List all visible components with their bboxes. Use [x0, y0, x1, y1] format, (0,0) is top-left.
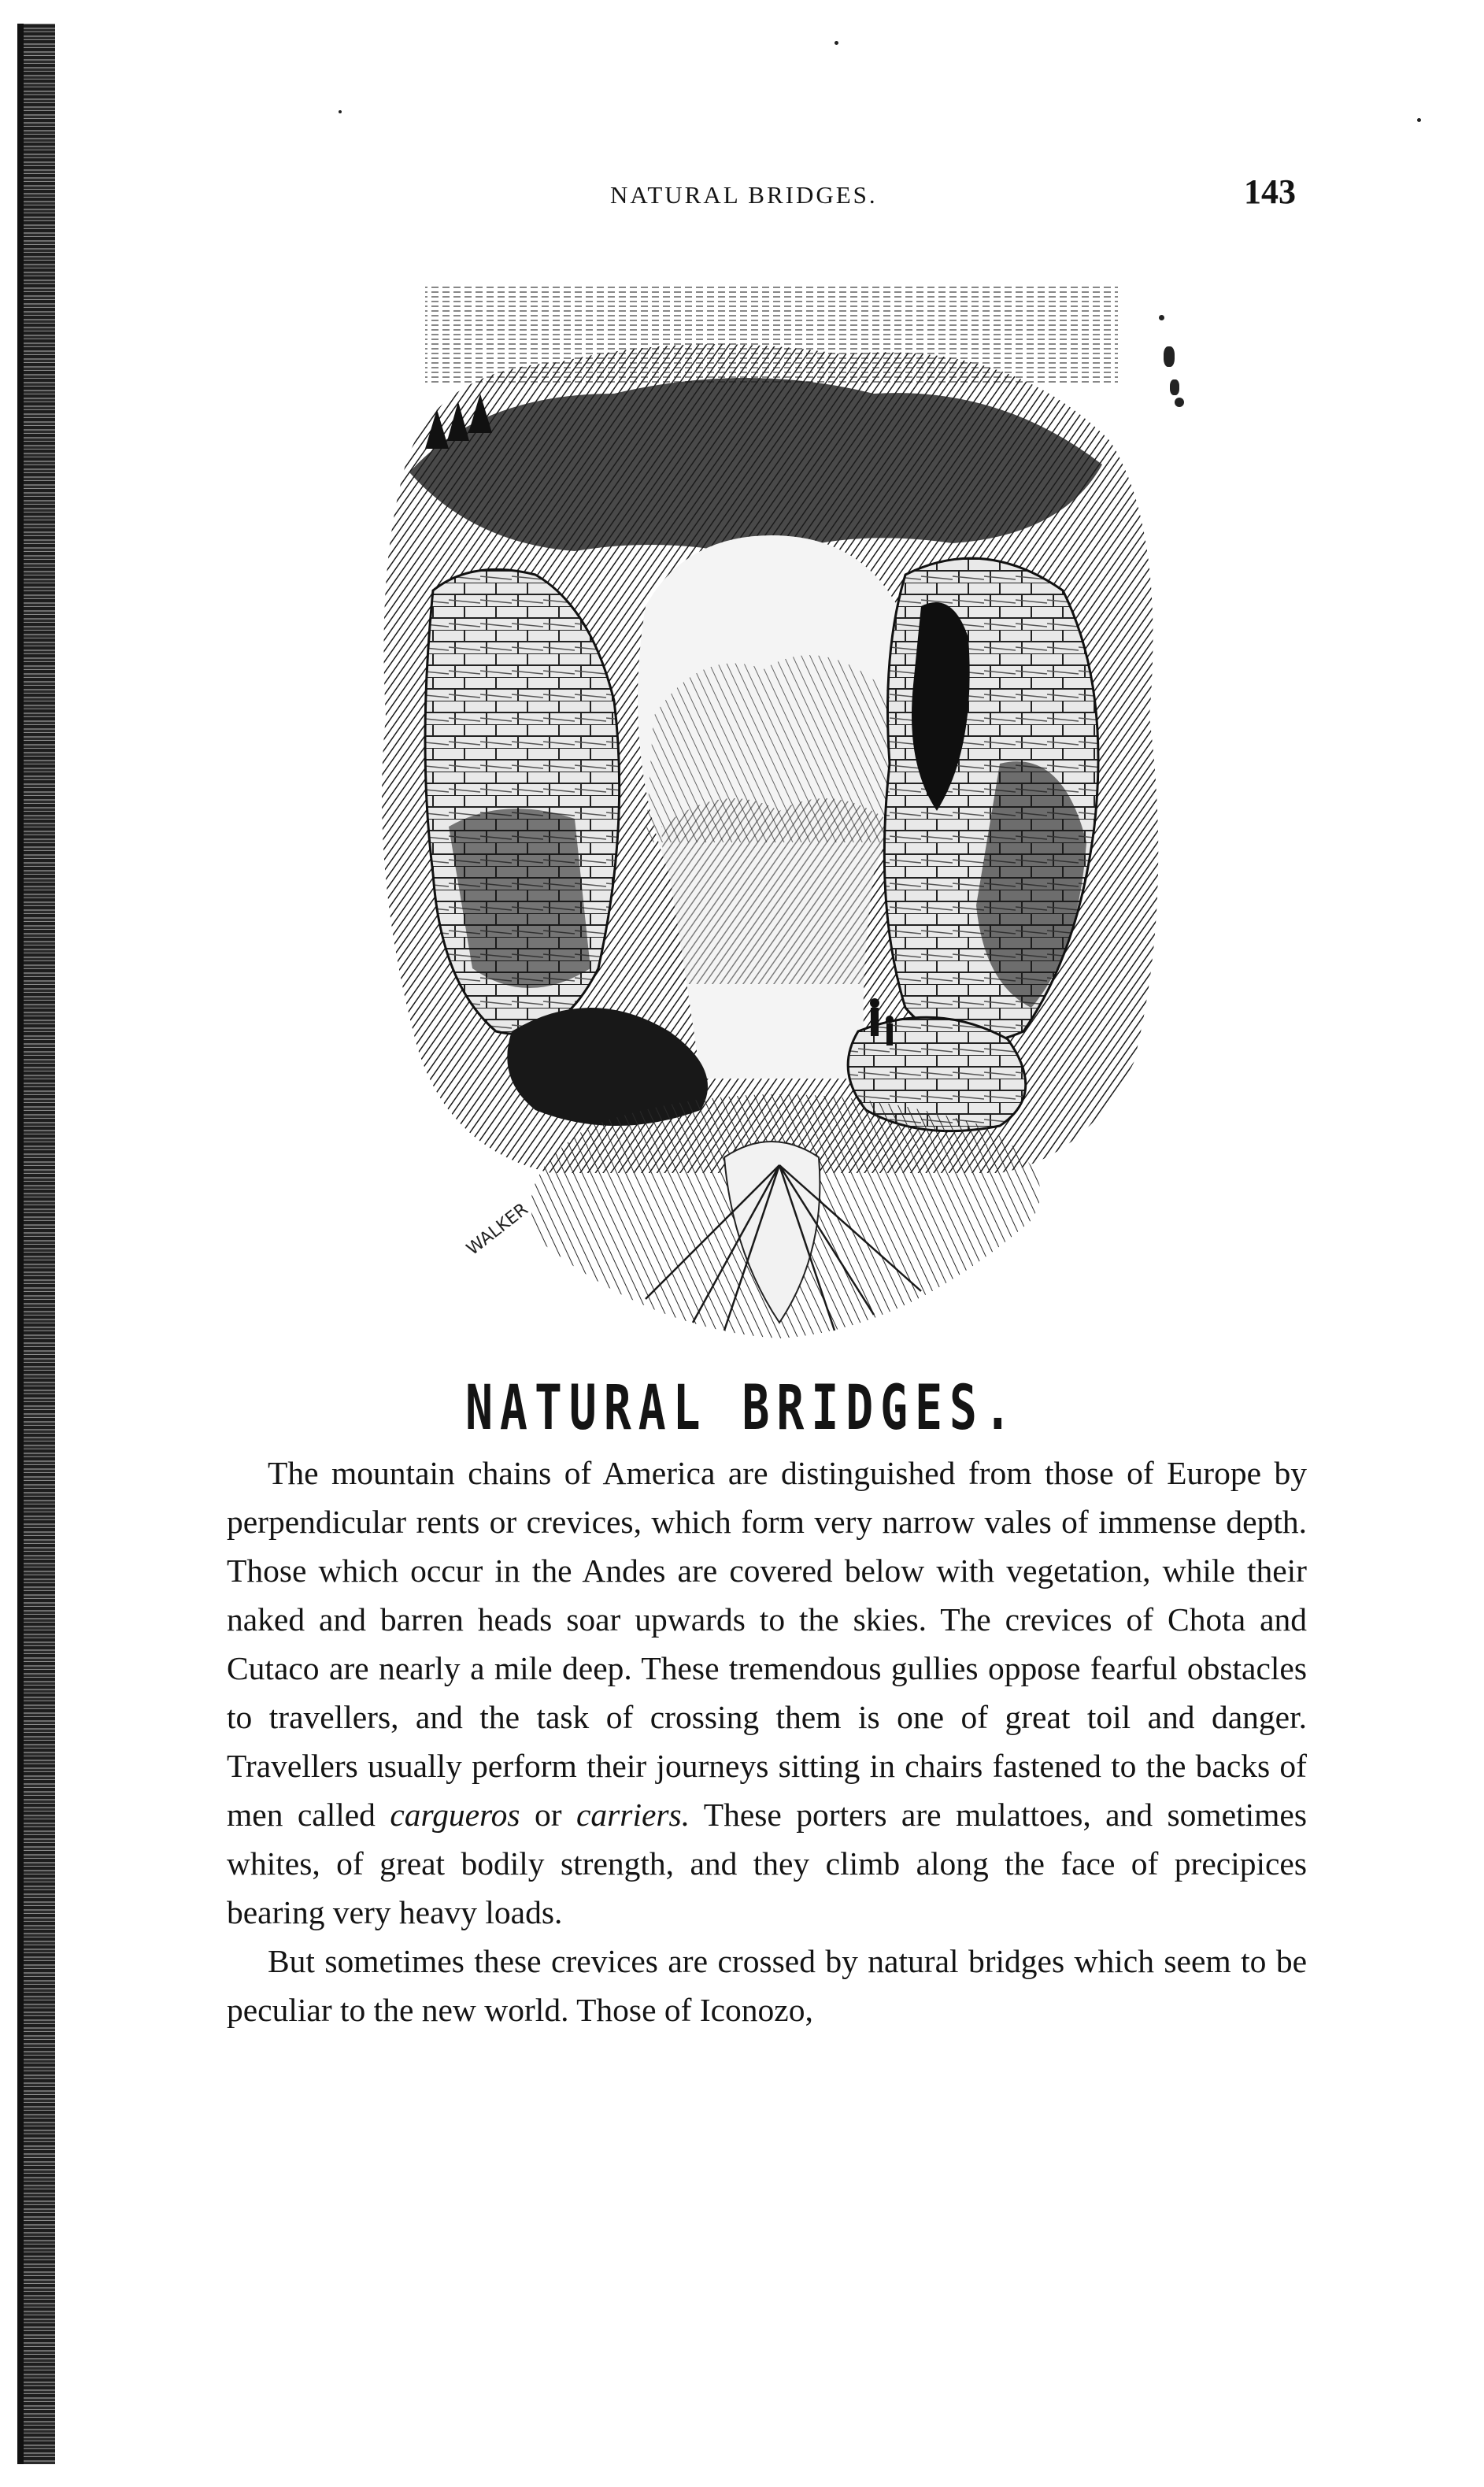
paragraph	[227, 1449, 1307, 1937]
paragraph-text: or	[520, 1797, 576, 1833]
paragraph-text: But sometimes these crevices are crossed by natural bridges which seem to be peculiar to the new world. Those of Iconozo,	[227, 1943, 1307, 2028]
engraving-natural-bridge-icon	[354, 276, 1197, 1362]
speck	[1164, 346, 1175, 367]
paragraph	[227, 1937, 1307, 2034]
binding-edge	[24, 24, 55, 2464]
italic-term: carriers.	[575, 1797, 690, 1833]
running-title: NATURAL BRIDGES.	[610, 181, 878, 209]
speck	[1417, 118, 1421, 122]
paragraph-text: These porters are mulattoes, and sometimes whites, of great bodily strength, and they climb along the face of precipices bearing very heavy loads.	[227, 1797, 1307, 1930]
page-number: 143	[1244, 172, 1296, 211]
speck	[835, 41, 838, 45]
body-text	[227, 1449, 1307, 2034]
speck	[1159, 315, 1164, 320]
speck	[1170, 379, 1179, 395]
binding-edge-line	[17, 24, 24, 2464]
speck	[339, 110, 342, 113]
italic-term: cargueros	[390, 1797, 520, 1833]
running-header	[0, 172, 1484, 219]
plate-title: NATURAL BRIDGES.	[465, 1371, 1019, 1444]
speck	[1175, 398, 1184, 407]
engraver-signature: WALKER	[463, 1199, 532, 1260]
paragraph-text: The mountain chains of America are distinguished from those of Europe by perpendicular rents or crevices, which form very narrow vales of immense depth. Those which occur in the Andes are covered below with vegetation, while their naked and barren heads soar upwards to the skies. The crevices of Chota and Cutaco are nearly a mile deep. These tremendous gullies oppose fearful obstacles to travellers, and the task of crossing them is one of great toil and danger. Travellers usually perform their journeys sitting in chairs fastened to the backs of men called	[227, 1455, 1307, 1833]
